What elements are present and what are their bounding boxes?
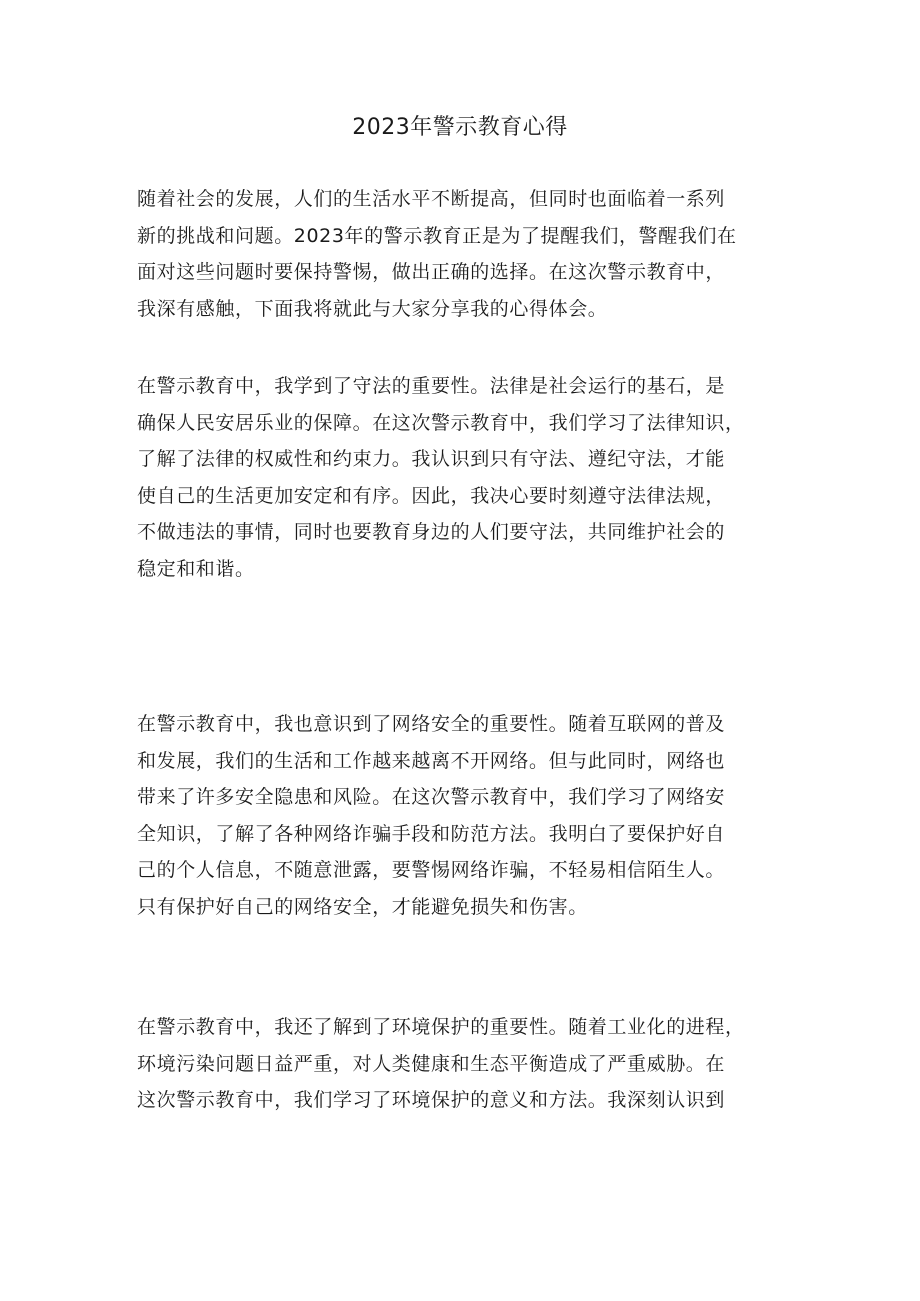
paragraph-line: 在警示教育中，我学到了守法的重要性。法律是社会运行的基石，是 — [137, 375, 726, 397]
paragraph-line: 面对这些问题时要保持警惕，做出正确的选择。在这次警示教育中， — [137, 261, 726, 284]
paragraph-line: 全知识，了解了各种网络诈骗手段和防范方法。我明白了要保护好自 — [137, 822, 726, 845]
paragraph-line: 己的个人信息，不随意泄露，要警惕网络诈骗，不轻易相信陌生人。 — [137, 859, 726, 882]
paragraph-line: 使自己的生活更加安定和有序。因此，我决心要时刻遵守法律法规， — [137, 484, 726, 507]
paragraph-line: 不做违法的事情，同时也要教育身边的人们要守法，共同维护社会的 — [137, 521, 726, 544]
paragraph-line: 在警示教育中，我还了解到了环境保护的重要性。随着工业化的进程， — [137, 1016, 745, 1038]
paragraph-line: 带来了许多安全隐患和风险。在这次警示教育中，我们学习了网络安 — [137, 786, 726, 809]
paragraph-network-security — [137, 706, 797, 926]
paragraph-line: 随着社会的发展，人们的生活水平不断提高，但同时也面临着一系列 — [137, 188, 726, 210]
paragraph-line: 新的挑战和问题。2023年的警示教育正是为了提醒我们，警醒我们在 — [137, 224, 737, 247]
paragraph-line: 了解了法律的权威性和约束力。我认识到只有守法、遵纪守法，才能 — [137, 448, 726, 471]
paragraph-line: 稳定和和谐。 — [137, 557, 255, 580]
paragraph-intro — [137, 181, 797, 327]
paragraph-environment — [137, 1009, 797, 1119]
paragraph-line: 确保人民安居乐业的保障。在这次警示教育中，我们学习了法律知识， — [137, 411, 745, 434]
paragraph-line: 在警示教育中，我也意识到了网络安全的重要性。随着互联网的普及 — [137, 713, 726, 735]
paragraph-line: 我深有感触，下面我将就此与大家分享我的心得体会。 — [137, 297, 608, 320]
paragraph-line: 和发展，我们的生活和工作越来越离不开网络。但与此同时，网络也 — [137, 749, 726, 772]
paragraph-law — [137, 368, 797, 588]
paragraph-line: 只有保护好自己的网络安全，才能避免损失和伤害。 — [137, 895, 588, 918]
paragraph-line: 环境污染问题日益严重，对人类健康和生态平衡造成了严重威胁。在 — [137, 1052, 726, 1075]
document-title: 2023年警示教育心得 — [352, 115, 568, 140]
paragraph-line: 这次警示教育中，我们学习了环境保护的意义和方法。我深刻认识到 — [137, 1089, 726, 1112]
